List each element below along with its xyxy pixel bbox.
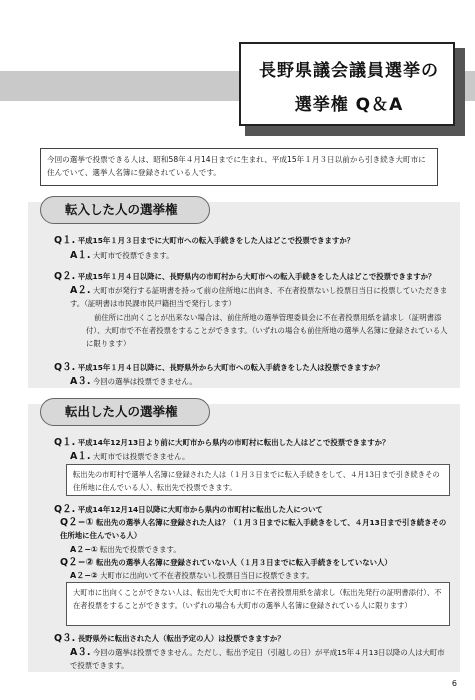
s1-a2-p1: 大町市が発行する証明書を持って前の住所地に出向き、不在者投票ないし投票日当日に投票していただきます。（証明書は市民課市民戸籍担当で発行します） bbox=[70, 286, 448, 308]
s1-a3-num: A３. bbox=[70, 376, 91, 387]
s2-q3-num: Q３. bbox=[54, 633, 76, 644]
s1-q2-text: 平成15年１月４日以降に、長野県内の市町村から大町市への転入手続きをした人はどこで投票できますか？ bbox=[77, 272, 436, 281]
s2-a2-2-text: 大町市に出向いて不在者投票ないし投票日当日に投票できます。 bbox=[100, 571, 314, 580]
s2-q2-2-num: Q２−② bbox=[60, 557, 94, 568]
s1-a3-text: 今回の選挙は投票できません。 bbox=[92, 377, 197, 386]
section-transfer-out-heading: 転出した人の選挙権 bbox=[40, 398, 210, 426]
s2-a3-num: A３. bbox=[70, 647, 91, 658]
s2-q3 bbox=[54, 633, 285, 644]
s2-q2-num: Q２. bbox=[54, 504, 76, 515]
s2-a1-num: A１. bbox=[70, 451, 91, 462]
s1-a1-text: 大町市で投票できます。 bbox=[92, 251, 174, 260]
s1-q3-text: 平成15年１月４日以降に、長野県外から大町市への転入手続きをした人は投票できますか？ bbox=[77, 363, 384, 372]
s2-q1 bbox=[54, 437, 389, 448]
s1-a3 bbox=[70, 375, 197, 388]
s2-q2-text: 平成14年12月14日以降に大町市から県内の市町村に転出した人について bbox=[77, 505, 323, 514]
s2-a3-text: 今回の選挙は投票できません。ただし、転出予定日（引越しの日）が平成15年４月13日以降の人は大町市で投票できます。 bbox=[70, 648, 445, 670]
s2-a2-1-text: 転出先で投票できます。 bbox=[100, 545, 181, 554]
s2-a2-1 bbox=[70, 543, 181, 556]
s2-note2: 大町市に出向くことができない人は、転出先で大町市に不在者投票用紙を請求し（転出先発行の証明書添付）、不在者投票をすることができます。（いずれの場合も大町市の選挙人名簿に登録されている人に限ります） bbox=[66, 582, 450, 626]
title-line2: 選挙権 Q＆A bbox=[294, 95, 404, 115]
s2-a2-1-num: A２−① bbox=[70, 545, 98, 554]
s2-q2 bbox=[54, 504, 323, 515]
intro-text: 今回の選挙で投票できる人は、昭和58年４月14日までに生まれ、平成15年１月３日以前から引き続き大町市に住んでいて、選挙人名簿に登録されている人です。 bbox=[40, 148, 438, 186]
s1-a2-p2: 前住所に出向くことが出来ない場合は、前住所地の選挙管理委員会に不在者投票用紙を請求し（証明書添付）、大町市で不在者投票をすることができます。（いずれの場合も前住所地の選挙人名簿に登録されている人に限ります） bbox=[86, 313, 448, 348]
s2-q2-2-text: 転出先の選挙人名簿に登録されていない人（１月３日までに転入手続きをしていない人） bbox=[96, 558, 392, 567]
s1-q3-num: Q３. bbox=[54, 362, 76, 373]
s2-q1-num: Q１. bbox=[54, 437, 76, 448]
s2-q1-text: 平成14年12月13日より前に大町市から県内の市町村に転出した人はどこで投票できますか？ bbox=[77, 438, 390, 447]
section-transfer-in-heading: 転入した人の選挙権 bbox=[40, 196, 210, 224]
s2-a2-2-num: A２−② bbox=[70, 571, 98, 580]
s2-q2-1-num: Q２−① bbox=[60, 517, 94, 528]
s1-a1 bbox=[70, 249, 174, 262]
s1-a2 bbox=[70, 284, 450, 310]
s2-a3 bbox=[70, 646, 450, 672]
s1-q3 bbox=[54, 362, 384, 373]
s1-q2 bbox=[54, 271, 435, 282]
title-line1: 長野県議会議員選挙の bbox=[259, 61, 439, 81]
s2-note1: 転出先の市町村で選挙人名簿に登録された人は（１月３日までに転入手続きをして、４月13日まで引き続きその住所地に住んでいる人）、転出先で投票できます。 bbox=[66, 464, 450, 496]
page-number: 6 bbox=[451, 679, 457, 688]
s1-q1 bbox=[54, 235, 354, 246]
title-box bbox=[239, 42, 455, 126]
s2-a1-text: 大町市では投票できません。 bbox=[92, 452, 190, 461]
s1-q1-text: 平成15年１月３日までに大町市への転入手続きをした人はどこで投票できますか？ bbox=[77, 236, 355, 245]
s2-a1 bbox=[70, 450, 189, 463]
s1-a2-num: A２. bbox=[70, 285, 91, 296]
s2-q2-1 bbox=[60, 516, 452, 542]
s2-q2-2 bbox=[60, 556, 392, 569]
s2-a2-2 bbox=[70, 569, 314, 582]
s2-q2-1-text: 転出先の選挙人名簿に登録された人は？（１月３日までに転入手続きをして、４月13日まで引き続きその住所地に住んでいる人） bbox=[60, 518, 447, 540]
s1-q1-num: Q１. bbox=[54, 235, 76, 246]
s1-q2-num: Q２. bbox=[54, 271, 76, 282]
s2-q3-text: 長野県外に転出された人（転出予定の人）は投票できますか？ bbox=[77, 634, 285, 643]
s1-a1-num: A１. bbox=[70, 250, 91, 261]
